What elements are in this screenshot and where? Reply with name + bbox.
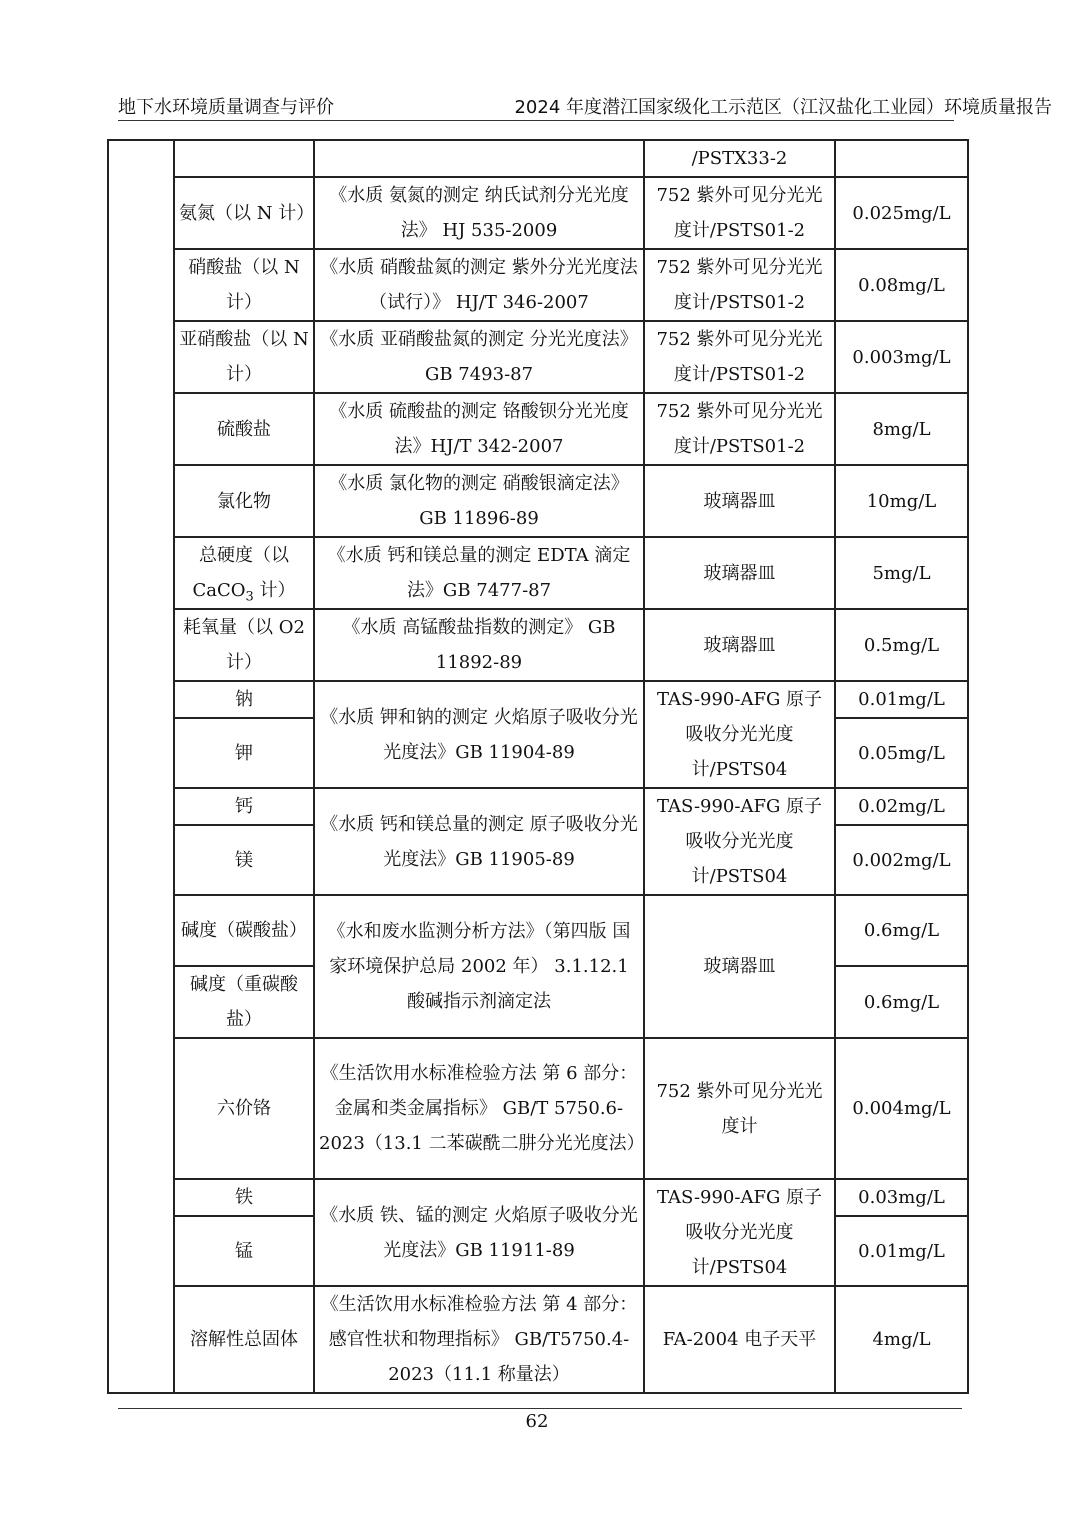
limit-cell: 0.02mg/L — [835, 788, 968, 825]
table-row — [108, 393, 968, 465]
header-rule — [118, 120, 954, 121]
method-cell: 《水质 亚硝酸盐氮的测定 分光光度法》 GB 7493-87 — [314, 321, 644, 393]
item-cell: 铁 — [174, 1179, 314, 1216]
item-cell — [174, 140, 314, 177]
method-cell: 《水质 铁、锰的测定 火焰原子吸收分光光度法》GB 11911-89 — [314, 1179, 644, 1286]
header-right-title: 2024 年度潜江国家级化工示范区（江汉盐化工业园）环境质量报告 — [514, 97, 1052, 118]
limit-cell: 0.6mg/L — [835, 966, 968, 1038]
instrument-cell: TAS-990-AFG 原子吸收分光光度计/PSTS04 — [644, 681, 835, 788]
method-table — [107, 139, 969, 1394]
item-cell: 钠 — [174, 681, 314, 718]
item-cell: 六价铬 — [174, 1038, 314, 1179]
method-cell: 《水质 高锰酸盐指数的测定》 GB 11892-89 — [314, 609, 644, 681]
header-left-title: 地下水环境质量调查与评价 — [118, 97, 334, 118]
instrument-cell: 752 紫外可见分光光度计/PSTS01-2 — [644, 249, 835, 321]
item-text: 总硬度（以 — [199, 545, 289, 566]
item-cell: 溶解性总固体 — [174, 1286, 314, 1393]
method-cell: 《水质 钙和镁总量的测定 原子吸收分光光度法》GB 11905-89 — [314, 788, 644, 895]
limit-cell: 10mg/L — [835, 465, 968, 537]
table-row — [108, 537, 968, 609]
limit-cell: 0.6mg/L — [835, 895, 968, 966]
method-cell: 《水质 钾和钠的测定 火焰原子吸收分光光度法》GB 11904-89 — [314, 681, 644, 788]
limit-cell: 0.004mg/L — [835, 1038, 968, 1179]
limit-cell — [835, 140, 968, 177]
item-cell: 镁 — [174, 825, 314, 895]
method-cell: 《水质 氯化物的测定 硝酸银滴定法》GB 11896-89 — [314, 465, 644, 537]
item-formula: CaCO — [192, 580, 246, 601]
method-cell: 《水和废水监测分析方法》（第四版 国家环境保护总局 2002 年） 3.1.12.1 酸碱指示剂滴定法 — [314, 895, 644, 1038]
limit-cell: 0.05mg/L — [835, 718, 968, 788]
item-cell — [174, 537, 314, 609]
limit-cell: 8mg/L — [835, 393, 968, 465]
table-row — [108, 321, 968, 393]
limit-cell: 0.01mg/L — [835, 1216, 968, 1286]
table-row — [108, 177, 968, 249]
instrument-cell: 752 紫外可见分光光度计/PSTS01-2 — [644, 177, 835, 249]
table-row — [108, 681, 968, 718]
limit-cell: 0.5mg/L — [835, 609, 968, 681]
table-row — [108, 1179, 968, 1216]
limit-cell: 0.01mg/L — [835, 681, 968, 718]
footer-rule — [118, 1408, 962, 1409]
limit-cell: 0.003mg/L — [835, 321, 968, 393]
instrument-cell: 752 紫外可见分光光度计/PSTS01-2 — [644, 321, 835, 393]
limit-cell: 0.08mg/L — [835, 249, 968, 321]
method-cell: 《水质 硫酸盐的测定 铬酸钡分光光度法》HJ/T 342-2007 — [314, 393, 644, 465]
item-text-end: 计） — [253, 580, 296, 601]
item-cell: 硝酸盐（以 N 计） — [174, 249, 314, 321]
item-formula-subscript: 3 — [245, 589, 254, 605]
limit-cell: 0.03mg/L — [835, 1179, 968, 1216]
item-cell: 硫酸盐 — [174, 393, 314, 465]
instrument-cell: FA-2004 电子天平 — [644, 1286, 835, 1393]
table-row — [108, 1038, 968, 1179]
side-column-cell — [108, 140, 174, 1393]
instrument-cell: 752 紫外可见分光光度计/PSTS01-2 — [644, 393, 835, 465]
method-cell: 《生活饮用水标准检验方法 第 6 部分：金属和类金属指标》 GB/T 5750.6-2023（13.1 二苯碳酰二肼分光光度法） — [314, 1038, 644, 1179]
item-cell: 锰 — [174, 1216, 314, 1286]
method-cell: 《生活饮用水标准检验方法 第 4 部分：感官性状和物理指标》 GB/T5750.4-2023（11.1 称量法） — [314, 1286, 644, 1393]
limit-cell: 4mg/L — [835, 1286, 968, 1393]
table-row — [108, 895, 968, 966]
instrument-cell: 玻璃器皿 — [644, 537, 835, 609]
method-cell: 《水质 硝酸盐氮的测定 紫外分光光度法（试行）》 HJ/T 346-2007 — [314, 249, 644, 321]
limit-cell: 0.025mg/L — [835, 177, 968, 249]
item-cell: 亚硝酸盐（以 N 计） — [174, 321, 314, 393]
limit-cell: 5mg/L — [835, 537, 968, 609]
item-cell: 碱度（碳酸盐） — [174, 895, 314, 966]
item-cell: 耗氧量（以 O2 计） — [174, 609, 314, 681]
method-cell: 《水质 钙和镁总量的测定 EDTA 滴定法》GB 7477-87 — [314, 537, 644, 609]
instrument-cell: 玻璃器皿 — [644, 895, 835, 1038]
item-cell: 碱度（重碳酸盐） — [174, 966, 314, 1038]
table-row — [108, 465, 968, 537]
table-row — [108, 140, 968, 177]
instrument-cell: TAS-990-AFG 原子吸收分光光度计/PSTS04 — [644, 1179, 835, 1286]
table-row — [108, 1286, 968, 1393]
limit-cell: 0.002mg/L — [835, 825, 968, 895]
instrument-cell: 玻璃器皿 — [644, 609, 835, 681]
instrument-cell: /PSTX33-2 — [644, 140, 835, 177]
table-row — [108, 609, 968, 681]
item-cell: 氯化物 — [174, 465, 314, 537]
table-row — [108, 249, 968, 321]
item-cell: 钾 — [174, 718, 314, 788]
instrument-cell: 玻璃器皿 — [644, 465, 835, 537]
method-cell — [314, 140, 644, 177]
item-cell: 钙 — [174, 788, 314, 825]
instrument-cell: 752 紫外可见分光光度计 — [644, 1038, 835, 1179]
table-row — [108, 788, 968, 825]
instrument-cell: TAS-990-AFG 原子吸收分光光度计/PSTS04 — [644, 788, 835, 895]
page-number: 62 — [525, 1411, 549, 1432]
method-cell: 《水质 氨氮的测定 纳氏试剂分光光度法》 HJ 535-2009 — [314, 177, 644, 249]
item-cell: 氨氮（以 N 计） — [174, 177, 314, 249]
